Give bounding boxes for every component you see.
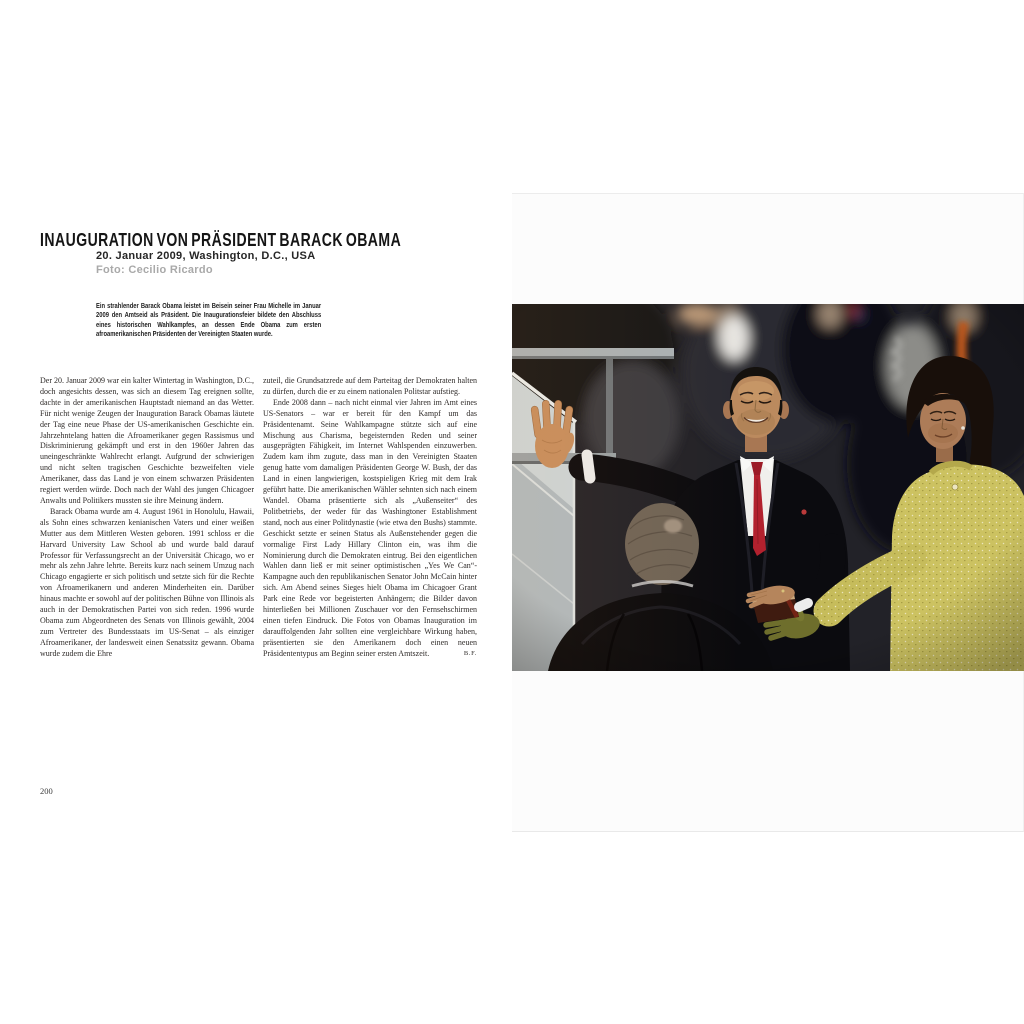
text-column-1 [40, 376, 254, 660]
page-title: INAUGURATION VON PRÄSIDENT BARACK OBAMA [40, 230, 402, 250]
photo-credit: Foto: Cecilio Ricardo [96, 264, 213, 276]
text-column-2 [263, 376, 477, 660]
page-number: 200 [40, 786, 53, 796]
inauguration-photo [512, 304, 1024, 671]
paragraph: Barack Obama wurde am 4. August 1961 in Honolulu, Hawaii, als Sohn eines schwarzen kenianischen Vaters und einer weißen Mutter aus dem Mittleren Westen geboren. 1991 schloss er die Harvard University Law School ab und wurde bald darauf Professor für Verfassungsrecht an der Universität Chicago, wo er mehr als zehn Jahre lehrte. Bereits kurz nach seinem Umzug nach Chicago engagierte er sich politisch und setzte sich für die Rechte von Afroamerikanern und anderen Minderheiten ein. Darüber hinaus machte er sowohl auf der politischen Bühne von Illinois als auch in der Demokratischen Partei von sich reden. 1996 wurde Obama zum Abgeordneten des Senats von Illinois gewählt, 2004 zum Vertreter des Bundesstaats im US-Senat – als einziger Afroamerikaner, der landesweit einen Senatssitz gewann. Obama wurde zudem die Ehre [40, 506, 254, 658]
paragraph: zuteil, die Grundsatzrede auf dem Parteitag der Demokraten halten zu dürfen, durch die er zu einem nationalen Politstar aufstieg. [263, 376, 477, 396]
paragraph: Der 20. Januar 2009 war ein kalter Wintertag in Washington, D.C., doch angesichts dessen, was sich an diesem Tag ereignen sollte, dachte in der amerikanischen Hauptstadt niemand an das Wetter. Für nicht wenige Zeugen der Inauguration Barack Obamas läutete der Tag eine neue Phase der US-amerikanischen Geschichte ein. Jahrzehntelang hatten die Afroamerikaner gegen Rassismus und Diskriminierung gekämpft und erst in den 1960er Jahren das uneingeschränkte Wahlrecht erlangt. Aufgrund der schwierigen und nicht selten tragischen Geschichte bezweifelten viele Amerikaner, dass das Land je von einem schwarzen Präsidenten regiert werden würde. Doch nach der Wahl des jungen Chicagoer Anwalts und Politikers mussten sie ihre Meinung ändern. [40, 376, 254, 505]
page-subtitle: 20. Januar 2009, Washington, D.C., USA [96, 250, 316, 262]
body-text [40, 376, 477, 660]
right-page [512, 193, 1024, 832]
author-initials: B.F. [459, 649, 477, 660]
paragraph: Ende 2008 dann – nach nicht einmal vier Jahren im Amt eines US-Senators – war er bereit für den Kampf um das Präsidentenamt. Seine Wahlkampagne stützte sich auf eine Mischung aus Charisma, begeisternden Reden und seiner ausgeprägten Fähigkeit, im Internet Wahlspenden einzuwerben. Zudem kam ihm zugute, dass man in den Vereinigten Staaten genug hatte vom damaligen Präsidenten George W. Bush, der das Land in einen langwierigen, kostspieligen Krieg mit dem Irak geführt hatte. Die amerikanischen Wähler sehnten sich nach einem Wandel. Obama präsentierte sich als „Außenseiter“ des Politbetriebs, der weder für das Washingtoner Establishment stand, noch aus einer Politdynastie (wie etwa den Bushs) stammte. Geschickt setzte er seinen Status als Außenstehender gegen die vormalige First Lady Hillary Clinton ein, was ihm die Nominierung durch die Demokraten eintrug. Bei den eigentlichen Wahlen dann ließ er mit seiner optimistischen „Yes We Can“-Kampagne auch den republikanischen Senator John McCain hinter sich. Am Abend seines Sieges hielt Obama im Chicagoer Grant Park eine Rede vor begeisterten Anhängern; die Bilder davon hinterließen bei Millionen Zuschauer vor den Fernsehschirmen einen tiefen Eindruck. Die Fotos von Obamas Inauguration im darauffolgenden Jahr sollten eine vergleichbare Wirkung haben, präsentierten sie den Amerikanern doch einen neuen Präsidententypus am Beginn seiner ersten Amtszeit. [263, 397, 477, 658]
intro-paragraph: Ein strahlender Barack Obama leistet im Beisein seiner Frau Michelle im Januar 2009 den Amtseid als Präsident. Die Inaugurationsfeier bildete den Abschluss eines historischen Wahlkampfes, an dessen Ende Obama zum ersten afroamerikanischen Präsidenten der Vereinigten Staaten wurde. [96, 301, 322, 339]
